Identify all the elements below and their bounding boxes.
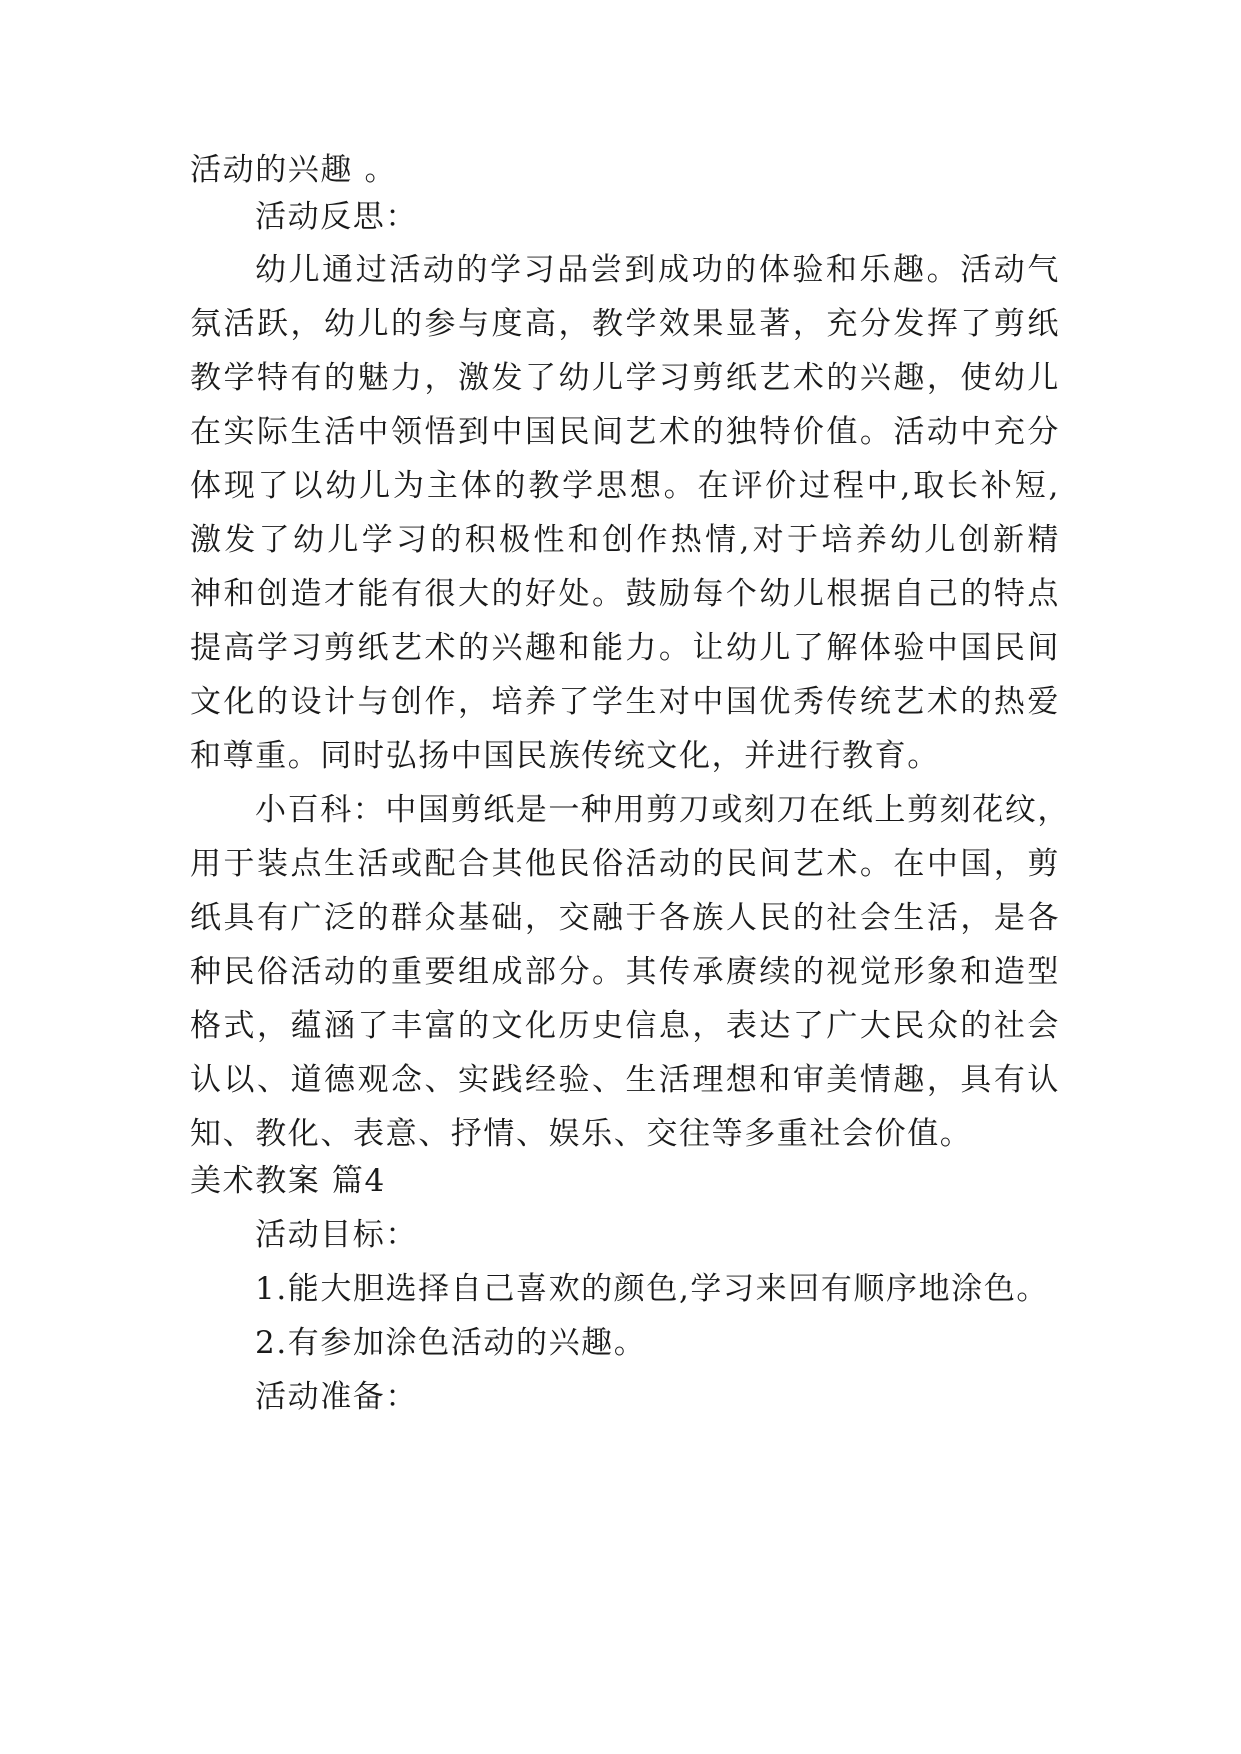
- text-line: 提高学习剪纸艺术的兴趣和能力。让幼儿了解体验中国民间: [190, 630, 1060, 666]
- text-line: 用于装点生活或配合其他民俗活动的民间艺术。在中国，剪: [190, 846, 1060, 882]
- list-item: 2.有参加涂色活动的兴趣。: [255, 1325, 647, 1361]
- text-line: 文化的设计与创作，培养了学生对中国优秀传统艺术的热爱: [190, 684, 1060, 720]
- text-line: 格式，蕴涵了丰富的文化历史信息，表达了广大民众的社会: [190, 1008, 1060, 1044]
- text-line: 在实际生活中领悟到中国民间艺术的独特价值。活动中充分: [190, 414, 1060, 450]
- text-line: 神和创造才能有很大的好处。鼓励每个幼儿根据自己的特点: [190, 576, 1060, 612]
- section-title: 美术教案 篇4: [190, 1163, 386, 1199]
- section-heading: 活动反思：: [255, 199, 418, 235]
- list-item: 1.能大胆选择自己喜欢的颜色,学习来回有顺序地涂色。: [255, 1271, 1050, 1307]
- section-heading: 活动准备：: [255, 1379, 418, 1415]
- text-line: 纸具有广泛的群众基础，交融于各族人民的社会生活，是各: [190, 900, 1060, 936]
- text-line: 教学特有的魅力，激发了幼儿学习剪纸艺术的兴趣，使幼儿: [190, 360, 1060, 396]
- text-line: 激发了幼儿学习的积极性和创作热情,对于培养幼儿创新精: [190, 522, 1060, 558]
- text-line: 幼儿通过活动的学习品尝到成功的体验和乐趣。活动气: [255, 252, 1060, 288]
- text-line: 知、教化、表意、抒情、娱乐、交往等多重社会价值。: [190, 1116, 973, 1152]
- text-line: 小百科：中国剪纸是一种用剪刀或刻刀在纸上剪刻花纹，: [255, 792, 1070, 828]
- text-line: 种民俗活动的重要组成部分。其传承赓续的视觉形象和造型: [190, 954, 1060, 990]
- text-line: 体现了以幼儿为主体的教学思想。在评价过程中,取长补短,: [190, 468, 1060, 504]
- text-line: 和尊重。同时弘扬中国民族传统文化，并进行教育。: [190, 738, 940, 774]
- text-line: 活动的兴趣 。: [190, 152, 398, 188]
- section-heading: 活动目标：: [255, 1217, 418, 1253]
- text-line: 认以、道德观念、实践经验、生活理想和审美情趣，具有认: [190, 1062, 1060, 1098]
- text-line: 氛活跃，幼儿的参与度高，教学效果显著，充分发挥了剪纸: [190, 306, 1060, 342]
